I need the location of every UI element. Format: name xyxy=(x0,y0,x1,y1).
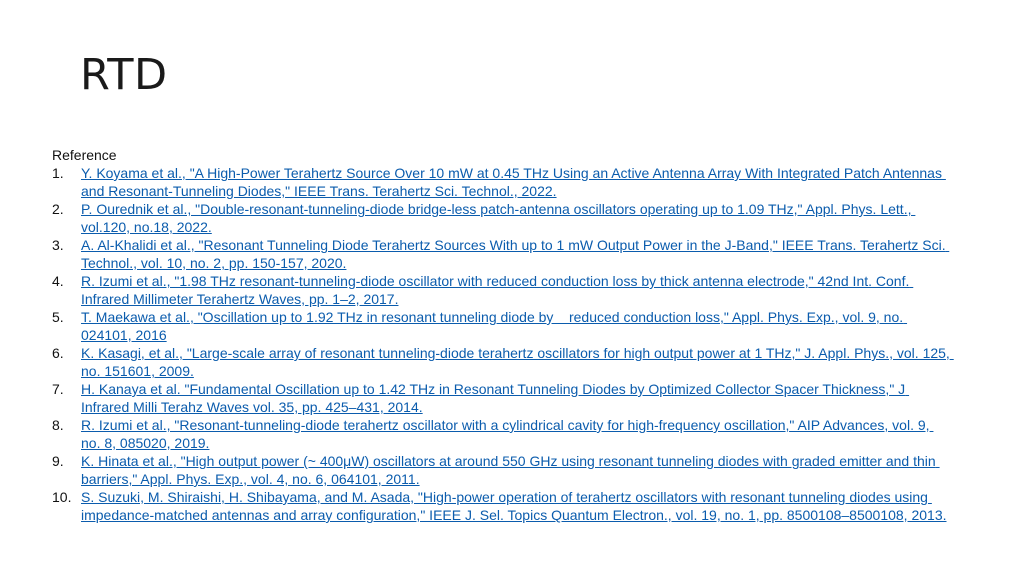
reference-item-8 xyxy=(52,416,952,452)
reference-link-3[interactable]: A. Al-Khalidi et al., "Resonant Tunneling Diode Terahertz Sources With up to 1 mW Output Power in the J-Band," IEEE Trans. Terahertz Sci. Technol., vol. 10, no. 2, pp. 150-157, 2020. xyxy=(81,237,950,271)
reference-item-4 xyxy=(52,272,952,308)
reference-number: 6. xyxy=(52,345,64,361)
reference-item-6 xyxy=(52,344,952,380)
reference-item-7 xyxy=(52,380,952,416)
reference-item-9 xyxy=(52,452,952,488)
reference-link-1[interactable]: Y. Koyama et al., "A High-Power Terahertz Source Over 10 mW at 0.45 THz Using an Active Antenna Array With Integrated Patch Antennas and Resonant-Tunneling Diodes," IEEE Trans. Terahertz Sci. Technol., 2022. xyxy=(81,165,946,199)
reference-number: 4. xyxy=(52,273,64,289)
reference-item-2 xyxy=(52,200,952,236)
reference-link-9[interactable]: K. Hinata et al., "High output power (~ 400μW) oscillators at around 550 GHz using resonant tunneling diodes with graded emitter and thin barriers," Appl. Phys. Exp., vol. 4, no. 6, 064101, 2011. xyxy=(81,453,940,487)
reference-number: 5. xyxy=(52,309,64,325)
reference-number: 10. xyxy=(52,489,72,505)
reference-item-10 xyxy=(52,488,952,524)
reference-number: 1. xyxy=(52,165,64,181)
reference-link-6[interactable]: K. Kasagi, et al., "Large-scale array of resonant tunneling-diode terahertz oscillators for high output power at 1 THz," J. Appl. Phys., vol. 125, no. 151601, 2009. xyxy=(81,345,954,379)
reference-item-5 xyxy=(52,308,952,344)
reference-section xyxy=(52,146,952,524)
reference-number: 7. xyxy=(52,381,64,397)
reference-link-7[interactable]: H. Kanaya et al. "Fundamental Oscillation up to 1.42 THz in Resonant Tunneling Diodes by Optimized Collector Spacer Thickness," J Infrared Milli Terahz Waves vol. 35, pp. 425–431, 2014. xyxy=(81,381,910,415)
reference-item-1 xyxy=(52,164,952,200)
reference-number: 2. xyxy=(52,201,64,217)
slide-title: RTD xyxy=(80,50,168,100)
reference-link-8[interactable]: R. Izumi et al., "Resonant-tunneling-diode terahertz oscillator with a cylindrical cavity for high-frequency oscillation," AIP Advances, vol. 9, no. 8, 085020, 2019. xyxy=(81,417,934,451)
reference-number: 9. xyxy=(52,453,64,469)
reference-list xyxy=(52,164,952,524)
reference-item-3 xyxy=(52,236,952,272)
reference-link-4[interactable]: R. Izumi et al., "1.98 THz resonant-tunneling-diode oscillator with reduced conduction loss by thick antenna electrode," 42nd Int. Conf. Infrared Millimeter Terahertz Waves, pp. 1–2, 2017. xyxy=(81,273,914,307)
reference-link-10[interactable]: S. Suzuki, M. Shiraishi, H. Shibayama, and M. Asada, "High-power operation of terahertz oscillators with resonant tunneling diodes using impedance-matched antennas and array configuration," IEEE J. Sel. Topics Quantum Electron., vol. 19, no. 1, pp. 8500108–8500108, 2013. xyxy=(81,489,947,523)
reference-link-2[interactable]: P. Ourednik et al., "Double-resonant-tunneling-diode bridge-less patch-antenna oscillators operating up to 1.09 THz," Appl. Phys. Lett., vol.120, no.18, 2022. xyxy=(81,201,916,235)
reference-heading: Reference xyxy=(52,147,117,163)
reference-link-5[interactable]: T. Maekawa et al., "Oscillation up to 1.92 THz in resonant tunneling diode by reduced conduction loss," Appl. Phys. Exp., vol. 9, no. 024101, 2016 xyxy=(81,309,908,343)
reference-number: 3. xyxy=(52,237,64,253)
reference-number: 8. xyxy=(52,417,64,433)
